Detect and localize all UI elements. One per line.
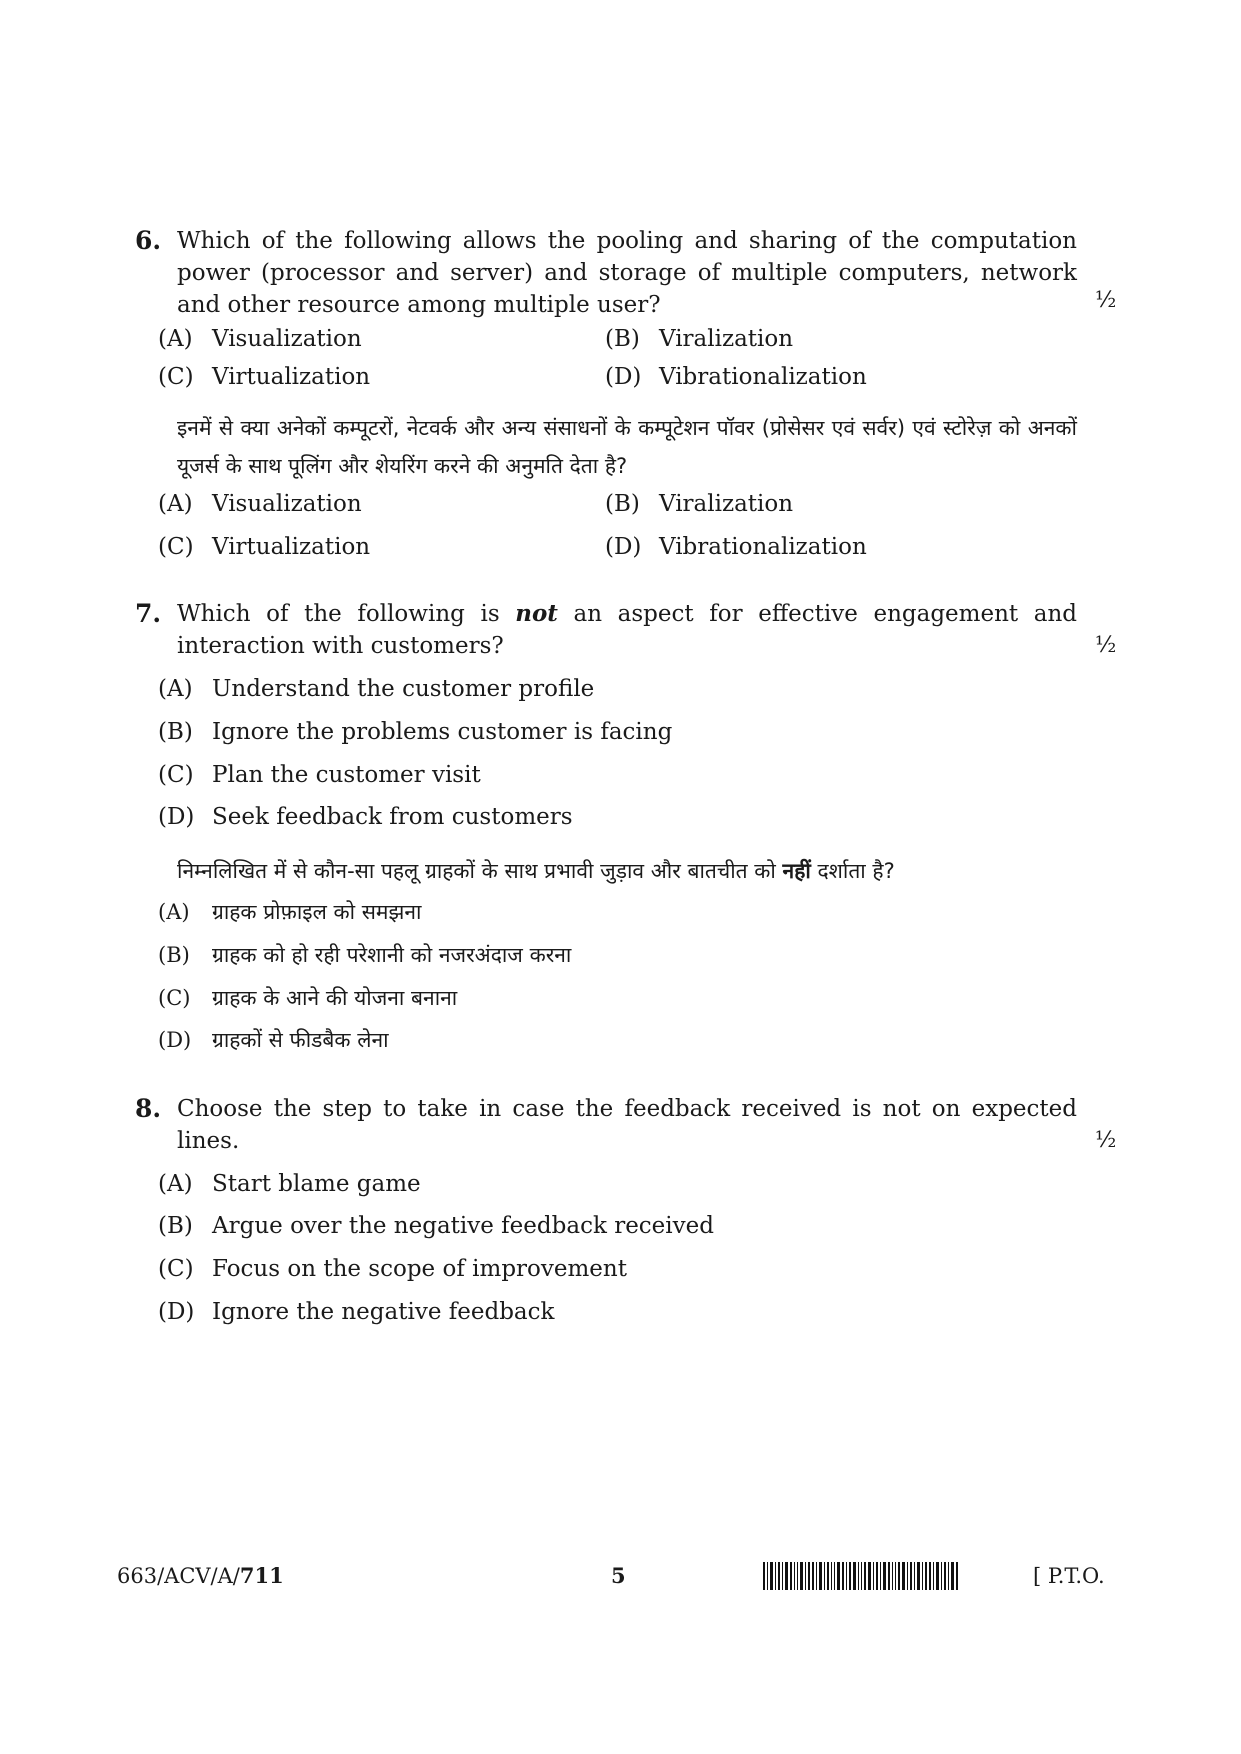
- option-b: [158, 1210, 714, 1242]
- option-label: (A): [158, 326, 193, 352]
- emphasis-not: not: [515, 600, 558, 627]
- option-label: (C): [158, 534, 194, 560]
- marks: ½: [1095, 288, 1117, 313]
- option-label: (B): [158, 943, 190, 967]
- option-c-hindi: [158, 531, 370, 563]
- emphasis-nahin: नहीं: [782, 859, 811, 883]
- barcode-image: [763, 1562, 1025, 1590]
- option-a-hindi: [158, 896, 421, 928]
- option-text: Vibrationalization: [659, 534, 867, 560]
- paper-code-number: 711: [239, 1563, 284, 1588]
- option-a-hindi: [158, 488, 362, 520]
- option-d: [605, 361, 867, 393]
- option-text: Visualization: [212, 491, 362, 517]
- option-label: (B): [605, 491, 640, 517]
- option-text: Understand the customer profile: [212, 676, 595, 702]
- option-label: (D): [605, 364, 642, 390]
- option-text: Viralization: [659, 491, 794, 517]
- paper-code: [117, 1562, 284, 1590]
- option-label: (B): [605, 326, 640, 352]
- option-label: (C): [158, 364, 194, 390]
- option-d-hindi: [605, 531, 867, 563]
- question-text: [177, 598, 1077, 662]
- option-label: (C): [158, 1256, 194, 1282]
- option-text: ग्राहक के आने की योजना बनाना: [212, 986, 458, 1010]
- option-a: [158, 323, 362, 355]
- option-c: [158, 361, 370, 393]
- option-a: [158, 1168, 421, 1200]
- option-label: (D): [158, 1028, 192, 1052]
- marks: ½: [1095, 1128, 1117, 1153]
- question-text-part: निम्नलिखित में से कौन-सा पहलू ग्राहकों के साथ प्रभावी जुड़ाव और बातचीत को: [177, 859, 783, 883]
- option-text: Viralization: [659, 326, 794, 352]
- option-text: Seek feedback from customers: [212, 804, 573, 830]
- marks: ½: [1095, 633, 1117, 658]
- option-c-hindi: [158, 982, 457, 1014]
- question-number: 6.: [135, 226, 162, 255]
- option-text: Ignore the negative feedback: [212, 1299, 555, 1325]
- pto-label: [ P.T.O.: [1033, 1564, 1105, 1588]
- option-b: [158, 716, 672, 748]
- option-label: (C): [158, 986, 191, 1010]
- option-label: (A): [158, 676, 193, 702]
- option-label: (D): [158, 804, 195, 830]
- option-text: ग्राहकों से फीडबैक लेना: [212, 1028, 389, 1052]
- option-b-hindi: [158, 939, 571, 971]
- option-text: Start blame game: [212, 1171, 421, 1197]
- option-text: Focus on the scope of improvement: [212, 1256, 627, 1282]
- question-number: 7.: [135, 599, 162, 628]
- question-text-part: Which of the following is: [177, 601, 516, 627]
- option-text: Argue over the negative feedback received: [212, 1213, 714, 1239]
- page-number: 5: [611, 1563, 626, 1588]
- option-label: (D): [158, 1299, 195, 1325]
- option-label: (B): [158, 719, 193, 745]
- question-text-hindi: इनमें से क्या अनेकों कम्पूटरों, नेटवर्क और अन्य संसाधनों के कम्पूटेशन पॉवर (प्रोसेसर एवं सर्वर) एवं स्टोरेज़ को अनकों यूजर्स के साथ पूलिंग और शेयरिंग करने की अनुमति देता है?: [177, 416, 1077, 478]
- question-text: Choose the step to take in case the feedback received is not on expected lines.: [177, 1096, 1077, 1154]
- option-text: Vibrationalization: [659, 364, 867, 390]
- option-d-hindi: [158, 1024, 389, 1056]
- option-b-hindi: [605, 488, 793, 520]
- question-text-part: दर्शाता है?: [810, 859, 895, 883]
- option-text: Plan the customer visit: [212, 762, 481, 788]
- option-a: [158, 673, 594, 705]
- option-d: [158, 1296, 554, 1328]
- option-b: [605, 323, 793, 355]
- option-text: ग्राहक प्रोफ़ाइल को समझना: [212, 900, 422, 924]
- option-label: (C): [158, 762, 194, 788]
- option-text: Visualization: [212, 326, 362, 352]
- option-text: ग्राहक को हो रही परेशानी को नजरअंदाज करना: [212, 943, 572, 967]
- question-number: 8.: [135, 1094, 162, 1123]
- option-label: (A): [158, 900, 190, 924]
- option-text: Virtualization: [212, 534, 371, 560]
- paper-code-prefix: 663/ACV/A/: [117, 1564, 240, 1588]
- option-c: [158, 1253, 627, 1285]
- option-label: (D): [605, 534, 642, 560]
- option-label: (A): [158, 491, 193, 517]
- option-c: [158, 759, 481, 791]
- option-text: Virtualization: [212, 364, 371, 390]
- option-label: (B): [158, 1213, 193, 1239]
- option-text: Ignore the problems customer is facing: [212, 719, 673, 745]
- option-d: [158, 801, 573, 833]
- question-text-part: an aspect for effective engagement and interaction with customers?: [177, 601, 1077, 659]
- question-text: Which of the following allows the pooling and sharing of the computation power (processor and server) and storage of multiple computers, network and other resource among multiple user?: [177, 228, 1077, 318]
- question-text-hindi: [177, 852, 1077, 890]
- option-label: (A): [158, 1171, 193, 1197]
